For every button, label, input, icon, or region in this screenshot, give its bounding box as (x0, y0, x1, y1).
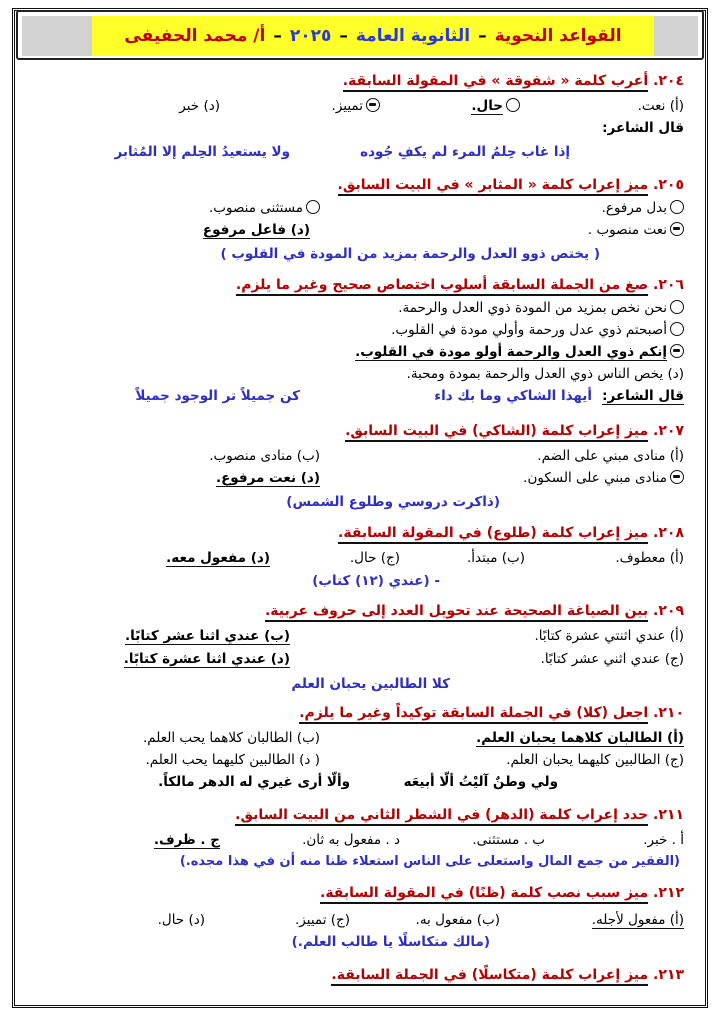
option-c: (ج) عندي اثني عشر كتابًا. (540, 651, 684, 667)
header-year: ٢٠٢٥ (289, 26, 332, 46)
option-b: ب . مستثنى. (472, 832, 545, 848)
option-d: ( د) الطالبين كليهما يحب العلم. (145, 752, 320, 768)
option-a-marker-icon (670, 200, 684, 214)
quoted-sentence: ( يختص ذوو العدل والرحمة بمزيد من المودة في القلوب ) (220, 246, 600, 262)
option-a: نحن نخص بمزيد من المودة ذوي العدل والرحمة. (398, 300, 684, 316)
option-c: د . مفعول به ثان. (302, 832, 400, 848)
option-b-marker-icon (670, 322, 684, 336)
option-a: أ . خبر. (643, 832, 684, 848)
option-a: (أ) معطوف. (615, 550, 684, 566)
option-a: (أ) نعت. (637, 98, 684, 114)
option-c: (ج) حال. (349, 550, 400, 566)
option-c: إنكم ذوي العدل والرحمة أولو مودة في القلوب. (355, 344, 684, 360)
question-205: ٢٠٥. ميز إعراب كلمة « المثابر » في البيت السابق. (338, 176, 684, 194)
question-210: ٢١٠. اجعل (كلا) في الجملة السابقة توكيداً وغير ما يلزم. (299, 704, 684, 722)
poet-label: قال الشاعر: (602, 120, 684, 136)
question-204: ٢٠٤. أعرب كلمة « شفوقة » في المقولة السابقة. (343, 72, 684, 90)
question-208: ٢٠٨. ميز إعراب كلمة (طلوع) في المقولة السابقة. (338, 524, 684, 542)
option-d: (د) مفعول معه. (166, 550, 270, 566)
option-d: (د) نعت مرفوع. (215, 470, 320, 486)
quoted-sentence: (مالك متكاسلًا يا طالب العلم.) (291, 934, 490, 950)
option-c-marker-icon (670, 222, 684, 236)
option-d: (د) فاعل مرفوع (202, 222, 310, 238)
option-c: منادى مبني على السكون. (523, 470, 684, 486)
header-shade-left (22, 16, 92, 56)
verse-hemistich-1: إذا غاب حِلمُ المرء لم يكفِ جُوده (360, 144, 570, 160)
verse-hemistich-2: وألّا أرى غيري له الدهر مالكاً. (158, 774, 350, 790)
question-207: ٢٠٧. ميز إعراب كلمة (الشاكي) في البيت السابق. (345, 422, 684, 440)
option-a: بدل مرفوع. (602, 200, 684, 216)
question-211: ٢١١. حدد إعراب كلمة (الدهر) في الشطر الثاني من البيت السابق. (235, 806, 684, 824)
header-teacher: أ/ محمد الحفيفى (124, 26, 266, 46)
poet-label: قال الشاعر: (602, 388, 684, 404)
option-d: ج . ظرف. (153, 832, 220, 848)
header-band (92, 16, 654, 56)
option-c: (ج) الطالبين كليهما يحبان العلم. (506, 752, 684, 768)
option-a: (أ) مفعول لأجله. (591, 912, 684, 928)
option-d: (د) حال. (157, 912, 205, 928)
option-d: (د) عندي اثنا عشرة كتابًا. (123, 651, 290, 667)
option-c: نعت منصوب . (588, 222, 684, 238)
option-c-marker-icon (670, 470, 684, 484)
option-a: (أ) الطالبان كلاهما يحبان العلم. (476, 730, 684, 746)
option-b: (ب) منادى منصوب. (209, 448, 320, 464)
option-b: (ب) مفعول به. (415, 912, 500, 928)
option-b: حال. (471, 98, 520, 114)
verse-hemistich-2: كن جميلاً تر الوجود جميلاً (135, 388, 300, 404)
option-a: (أ) منادى مبني على الضم. (537, 448, 684, 464)
option-d: (د) يخص الناس ذوي العدل والرحمة بمودة ومحبة. (406, 366, 684, 382)
header-dash: – (339, 26, 348, 46)
option-c-marker-icon (670, 344, 684, 358)
option-b: (ب) مبتدأ. (466, 550, 525, 566)
verse-hemistich-1: أيهذا الشاكي وما بك داء (434, 388, 592, 404)
question-213: ٢١٣. ميز إعراب كلمة (متكاسلًا) في الجملة السابقة. (331, 966, 684, 984)
header-dash: – (273, 26, 282, 46)
header-dash: – (478, 26, 487, 46)
option-c: تمييز. (332, 98, 380, 114)
option-b: أصبحتم ذوي عدل ورحمة وأولي مودة في القلوب. (391, 322, 684, 338)
header-subject: القواعد النحوية (494, 26, 622, 46)
option-c: (ج) تمييز. (295, 912, 350, 928)
option-c-marker-icon (366, 98, 380, 112)
header-shade-right (654, 16, 698, 56)
option-b: مستثنى منصوب. (209, 200, 320, 216)
option-b-marker-icon (306, 200, 320, 214)
option-d: (د) خبر (179, 98, 220, 114)
question-212: ٢١٢. ميز سبب نصب كلمة (ظنًا) في المقولة السابقة. (320, 884, 684, 902)
question-206: ٢٠٦. صغ من الجملة السابقة أسلوب اختصاص صحيح وغير ما يلزم. (236, 276, 684, 294)
option-b-marker-icon (506, 98, 520, 112)
option-b: (ب) عندي اثنا عشر كتابًا. (125, 628, 290, 644)
option-a: (أ) عندي اثنتي عشرة كتابًا. (534, 628, 684, 644)
verse-hemistich-2: ولا يستعيدُ الحِلم إلا المُثابر (114, 144, 290, 160)
quoted-sentence: (ذاكرت دروسي وطلوع الشمس) (286, 494, 500, 510)
verse-hemistich-1: ولي وطنٌ آليْتُ ألّا أبيعَه (403, 774, 558, 790)
quoted-sentence: - (عندي (١٢) كتاب) (312, 573, 440, 589)
quoted-sentence: (الفقير من جمع المال واستعلى على الناس استعلاء ظنا منه أن في هذا مجده.) (179, 854, 680, 869)
option-a-marker-icon (670, 300, 684, 314)
question-209: ٢٠٩. بين الصياغة الصحيحة عند تحويل العدد إلى حروف عربية. (265, 602, 684, 620)
page-header (16, 10, 704, 60)
header-grade: الثانوية العامة (355, 26, 471, 46)
option-b: (ب) الطالبان كلاهما يحب العلم. (142, 730, 320, 746)
quoted-sentence: كلا الطالبين يحبان العلم (291, 676, 450, 692)
